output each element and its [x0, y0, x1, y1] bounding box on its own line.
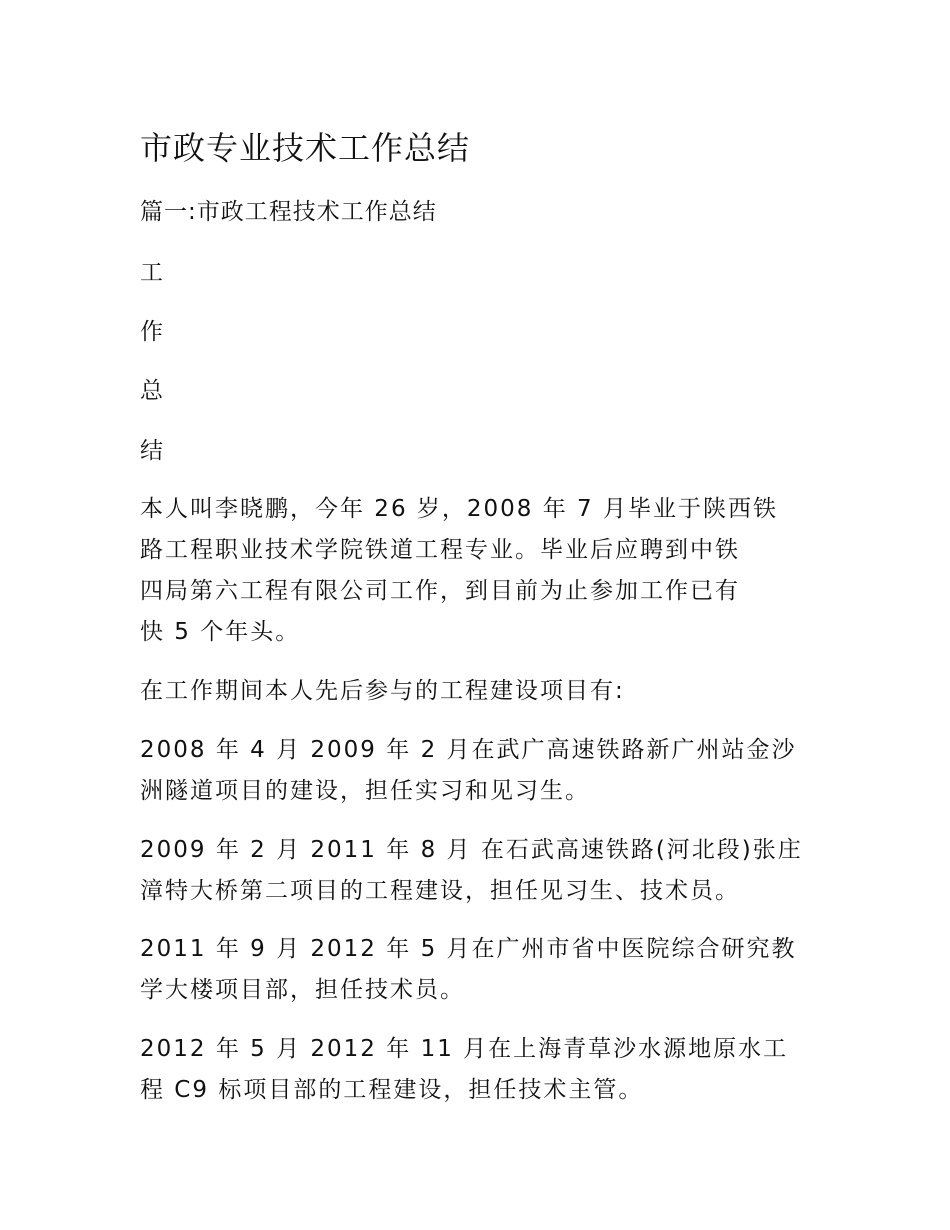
document-subtitle: 篇一:市政工程技术工作总结	[140, 199, 437, 225]
vertical-heading-char: 作	[140, 319, 163, 345]
paragraph-line: 程 C9 标项目部的工程建设，担任技术主管。	[140, 1077, 644, 1103]
paragraph-line: 洲隧道项目的建设，担任实习和见习生。	[140, 778, 590, 804]
paragraph-line: 漳特大桥第二项目的工程建设，担任见习生、技术员。	[140, 878, 740, 904]
paragraph-project-2	[140, 830, 820, 912]
paragraph-line: 2008 年 4 月 2009 年 2 月在武广高速铁路新广州站金沙	[140, 737, 797, 763]
paragraph-project-4	[140, 1029, 820, 1111]
vertical-heading-char: 工	[140, 260, 163, 286]
paragraph-line: 快 5 个年头。	[140, 619, 301, 645]
document-title: 市政专业技术工作总结	[140, 129, 471, 167]
vertical-heading-char: 结	[140, 438, 163, 464]
vertical-heading-char: 总	[140, 378, 163, 404]
paragraph-line: 学大楼项目部，担任技术员。	[140, 977, 465, 1003]
paragraph-intro	[140, 489, 820, 653]
paragraph-project-1	[140, 730, 820, 812]
paragraph-line: 2011 年 9 月 2012 年 5 月在广州市省中医院综合研究教	[140, 936, 797, 962]
paragraph-project-3	[140, 929, 820, 1011]
paragraph-projects-intro	[140, 671, 820, 712]
paragraph-line: 本人叫李晓鹏，今年 26 岁，2008 年 7 月毕业于陕西铁	[140, 496, 778, 522]
paragraph-line: 2009 年 2 月 2011 年 8 月 在石武高速铁路(河北段)张庄	[140, 837, 803, 863]
document-page	[140, 0, 820, 1230]
paragraph-line: 四局第六工程有限公司工作，到目前为止参加工作已有	[140, 578, 740, 604]
paragraph-line: 路工程职业技术学院铁道工程专业。毕业后应聘到中铁	[140, 537, 740, 563]
paragraph-line: 2012 年 5 月 2012 年 11 月在上海青草沙水源地原水工	[140, 1036, 789, 1062]
paragraph-line: 在工作期间本人先后参与的工程建设项目有:	[140, 678, 625, 704]
